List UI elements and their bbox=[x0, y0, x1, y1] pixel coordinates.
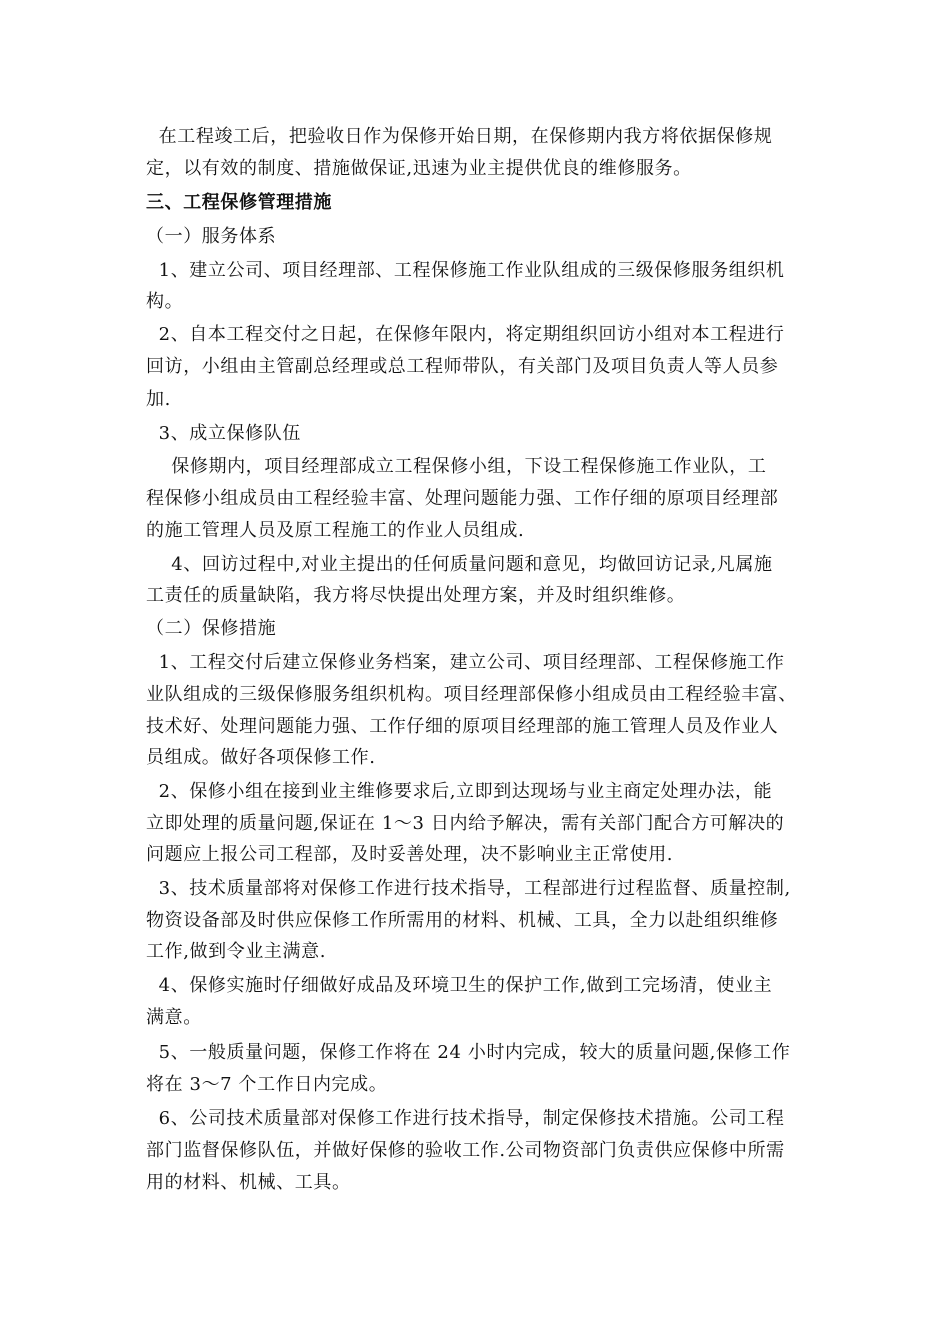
part1-item2-line-1: 2、自本工程交付之日起，在保修年限内，将定期组织回访小组对本工程进行 bbox=[146, 324, 785, 345]
part2-item1-line-4: 员组成。做好各项保修工作. bbox=[146, 747, 376, 768]
intro-line-2: 定，以有效的制度、措施做保证,迅速为业主提供优良的维修服务。 bbox=[146, 158, 692, 179]
part1-item4-line-2: 工责任的质量缺陷，我方将尽快提出处理方案，并及时组织维修。 bbox=[146, 585, 686, 606]
part1-item3-line-3: 的施工管理人员及原工程施工的作业人员组成. bbox=[146, 520, 525, 541]
part2-item5-line-2: 将在 3～7 个工作日内完成。 bbox=[146, 1074, 388, 1095]
part1-title: （一）服务体系 bbox=[146, 226, 277, 247]
part2-title: （二）保修措施 bbox=[146, 618, 277, 639]
part2-item1-line-3: 技术好、处理问题能力强、工作仔细的原项目经理部的施工管理人员及作业人 bbox=[146, 716, 779, 737]
part2-item2-line-1: 2、保修小组在接到业主维修要求后,立即到达现场与业主商定处理办法，能 bbox=[146, 781, 773, 802]
part2-item3-line-1: 3、技术质量部将对保修工作进行技术指导，工程部进行过程监督、质量控制, bbox=[146, 878, 791, 899]
section-title: 三、工程保修管理措施 bbox=[146, 192, 332, 213]
part1-item2-line-3: 加. bbox=[146, 389, 171, 410]
part2-item1-line-1: 1、工程交付后建立保修业务档案，建立公司、项目经理部、工程保修施工作 bbox=[146, 652, 785, 673]
part2-item6-line-3: 用的材料、机械、工具。 bbox=[146, 1172, 351, 1193]
part2-item3-line-2: 物资设备部及时供应保修工作所需用的材料、机械、工具，全力以赴组织维修 bbox=[146, 910, 779, 931]
part2-item6-line-1: 6、公司技术质量部对保修工作进行技术指导，制定保修技术措施。公司工程 bbox=[146, 1108, 785, 1129]
part1-item2-line-2: 回访，小组由主管副总经理或总工程师带队，有关部门及项目负责人等人员参 bbox=[146, 356, 779, 377]
intro-line-1: 在工程竣工后，把验收日作为保修开始日期，在保修期内我方将依据保修规 bbox=[146, 126, 773, 147]
part1-item4-line-1: 4、回访过程中,对业主提出的任何质量问题和意见，均做回访记录,凡属施 bbox=[146, 554, 773, 575]
part1-item3-line-2: 程保修小组成员由工程经验丰富、处理问题能力强、工作仔细的原项目经理部 bbox=[146, 488, 779, 509]
part2-item2-line-3: 问题应上报公司工程部，及时妥善处理，决不影响业主正常使用. bbox=[146, 844, 674, 865]
part2-item4-line-2: 满意。 bbox=[146, 1007, 202, 1028]
part2-item4-line-1: 4、保修实施时仔细做好成品及环境卫生的保护工作,做到工完场清，使业主 bbox=[146, 975, 773, 996]
part1-item1-line-2: 构。 bbox=[146, 291, 184, 312]
part2-item5-line-1: 5、一般质量问题，保修工作将在 24 小时内完成，较大的质量问题,保修工作 bbox=[146, 1042, 791, 1063]
part1-item3-title: 3、成立保修队伍 bbox=[146, 423, 301, 444]
part2-item3-line-3: 工作,做到令业主满意. bbox=[146, 941, 327, 962]
part2-item1-line-2: 业队组成的三级保修服务组织机构。项目经理部保修小组成员由工程经验丰富、 bbox=[146, 684, 797, 705]
part1-item1-line-1: 1、建立公司、项目经理部、工程保修施工作业队组成的三级保修服务组织机 bbox=[146, 260, 785, 281]
part1-item3-line-1: 保修期内，项目经理部成立工程保修小组，下设工程保修施工作业队，工 bbox=[146, 456, 767, 477]
part2-item2-line-2: 立即处理的质量问题,保证在 1～3 日内给予解决，需有关部门配合方可解决的 bbox=[146, 813, 785, 834]
part2-item6-line-2: 部门监督保修队伍，并做好保修的验收工作.公司物资部门负责供应保修中所需 bbox=[146, 1140, 785, 1161]
